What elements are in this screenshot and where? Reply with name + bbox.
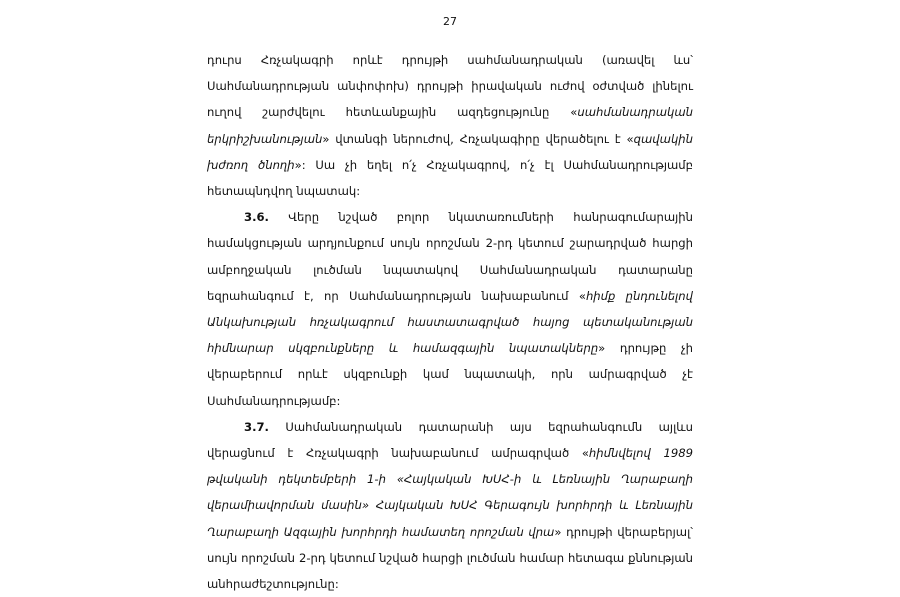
page-number: 27: [443, 15, 457, 28]
text-run: Վերը նշված բոլոր նկատառումների հանրագումարային համակցության արդյունքում սույն որոշման 2-րդ կետում շարադրված հարցի ամբողջական լուծման նպատակով Սահմանադրական դատարանը եզրահանգում է, որ Սահմանադրության նախաբանում «: [207, 210, 693, 303]
italic-quote: հիմնվելով 1989 թվականի դեկտեմբերի 1-ի «Հայկական ԽՍՀ-ի և Լեռնային Ղարաբաղի վերամիավորման մասին» Հայկական ԽՍՀ Գերագույն խորհրդի և Լեռնային Ղարաբաղի Ազգային խորհրդի համատեղ որոշման վրա: [207, 446, 693, 539]
paragraph-3-7: [207, 414, 693, 597]
section-number: 3.6.: [244, 210, 269, 225]
italic-quote: զավակին խժռող ծնողի: [207, 131, 693, 172]
text-run: » դրույթը չի վերաբերում որևէ սկզբունքի կամ նպատակի, որն ամրագրված չէ Սահմանադրությամբ:: [207, 341, 693, 408]
text-run: »: Սա չի եղել ո՛չ Հռչակագրով, ո՛չ էլ Սահմանադրությամբ հետապնդվող նպատակ:: [207, 157, 693, 199]
section-number: 3.7.: [244, 419, 269, 434]
document-body: [207, 47, 693, 597]
text-run: Սահմանադրական դատարանի այս եզրահանգումն այլևս վերացնում է Հռչակագրի նախաբանում ամրագրված «: [207, 419, 693, 461]
italic-quote: սահմանադրական երկրիշխանության: [207, 105, 693, 146]
paragraph-3-6: [207, 204, 693, 414]
text-run: » վտանգի ներուժով, Հռչակագիրը վերածելու է «: [322, 131, 634, 146]
text-run: » դրույթի վերաբերյալ՝ սույն որոշման 2-րդ կետում նշված հարցի լուծման համար հետագա քննության անհրաժեշտությունը:: [207, 524, 693, 592]
italic-quote: հիմք ընդունելով Անկախության հռչակագրում հաստատագրված հայոց պետականության հիմնարար սկզբունքները և համազգային նպատակները: [207, 288, 693, 356]
paragraph-1: [207, 47, 693, 204]
text-run: դուրս Հռչակագրի որևէ դրույթի սահմանադրական (առավել ևս՝ Սահմանադրության անփոփոխ) դրույթի իրավական ուժով օժտված լինելու ուղով շարժվելու հետևանքային ազդեցությունը «: [207, 53, 693, 120]
